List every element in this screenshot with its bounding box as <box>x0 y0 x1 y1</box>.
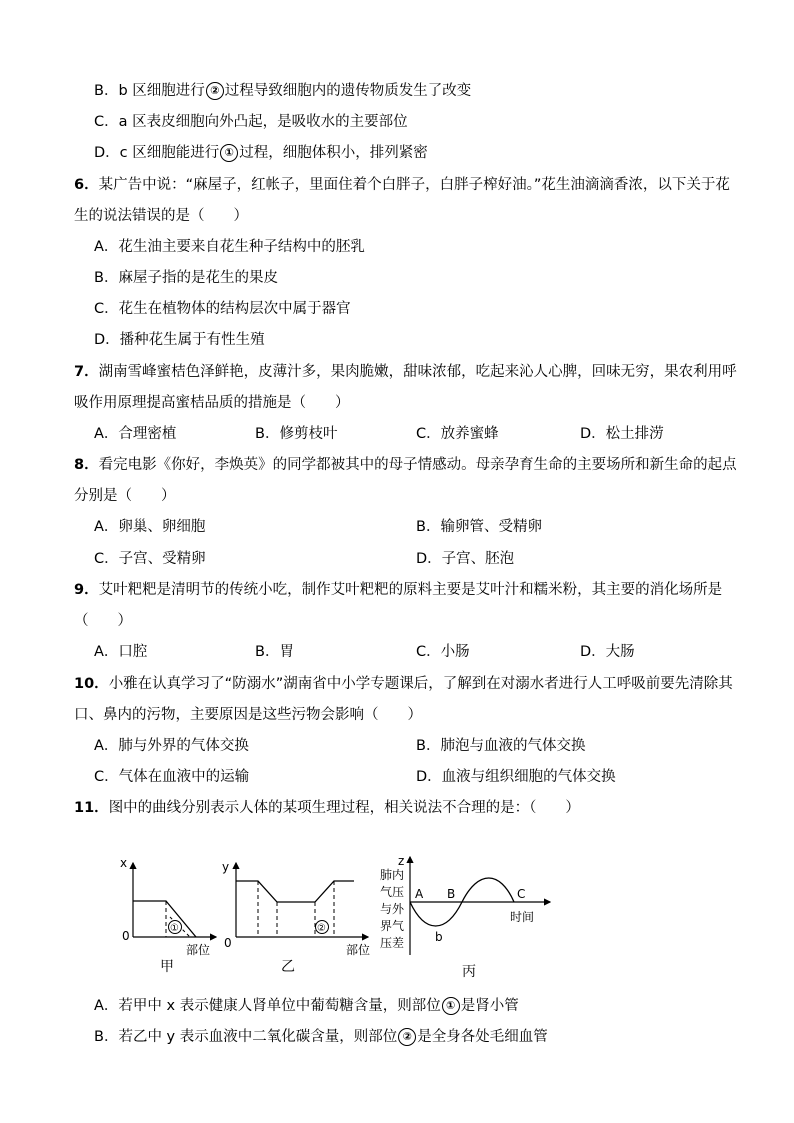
q5-option-c: C．a 区表皮细胞向外凸起，是吸收水的主要部位 <box>94 114 408 130</box>
jia-curve <box>133 901 196 937</box>
q7-option-b: B．修剪枝叶 <box>255 426 338 442</box>
q10-stem-line2: 口、鼻内的污物，主要原因是这些污物会影响（ ） <box>74 707 422 723</box>
bing-x-label: 时间 <box>510 910 535 924</box>
q6-option-d: D．播种花生属于有性生殖 <box>94 332 265 348</box>
q7-stem-line2: 吸作用原理提高蜜桔品质的措施是（ ） <box>74 395 350 411</box>
jia-origin: 0 <box>122 929 130 943</box>
question-number: 10． <box>74 676 109 692</box>
circled-number: ② <box>206 82 224 100</box>
q6-option-a: A．花生油主要来自花生种子结构中的胚乳 <box>94 239 365 255</box>
q5-option-b: B．b 区细胞进行 ② 过程导致细胞内的遗传物质发生了改变 <box>94 83 472 99</box>
jia-caption: 甲 <box>160 959 174 975</box>
q7-stem-line1: 7．湖南雪峰蜜桔色泽鲜艳，皮薄汁多，果肉脆嫩，甜味浓郁，吃起来沁人心脾，回味无穷，果农利用呼 <box>74 364 737 380</box>
q10-option-b: B．肺泡与血液的气体交换 <box>416 738 586 754</box>
q8-stem-line2: 分别是（ ） <box>74 488 176 504</box>
yi-marker: ② <box>317 923 326 934</box>
question-number: 8． <box>74 457 99 473</box>
q9-stem-line1: 9．艾叶粑粑是清明节的传统小吃，制作艾叶粑粑的原料主要是艾叶汁和糯米粉，其主要的消化场所是 <box>74 582 723 598</box>
bing-y-desc-3: 与外 <box>380 902 405 916</box>
q7-option-a: A．合理密植 <box>94 426 177 442</box>
jia-y-label: x <box>120 856 128 870</box>
q8-option-a: A．卵巢、卵细胞 <box>94 519 206 535</box>
q10-option-d: D．血液与组织细胞的气体交换 <box>416 769 616 785</box>
q9-option-b: B．胃 <box>255 644 294 660</box>
q6-stem-line2: 生的说法错误的是（ ） <box>74 208 248 224</box>
q9-option-a: A．口腔 <box>94 644 148 660</box>
question-number: 6． <box>74 177 99 193</box>
bing-y-desc-4: 界气 <box>380 919 405 933</box>
q6-stem-line1: 6．某广告中说：“麻屋子，红帐子，里面住着个白胖子，白胖子榨好油。”花生油滴滴香浓，以下关于花 <box>74 177 730 193</box>
bing-point-b: B <box>447 887 456 901</box>
circled-number: ② <box>398 1028 416 1046</box>
chart-jia <box>120 856 216 975</box>
question-number: 9． <box>74 582 99 598</box>
q11-option-a: A．若甲中 x 表示健康人肾单位中葡萄糖含量，则部位 ① 是肾小管 <box>94 998 519 1014</box>
q7-option-d: D．松土排涝 <box>580 426 664 442</box>
question-number: 11． <box>74 800 109 816</box>
q11-option-b: B．若乙中 y 表示血液中二氧化碳含量，则部位 ② 是全身各处毛细血管 <box>94 1029 548 1045</box>
bing-y-desc-5: 压差 <box>380 936 405 950</box>
q9-option-d: D．大肠 <box>580 644 635 660</box>
yi-x-label: 部位 <box>346 943 371 957</box>
q7-option-c: C．放养蜜蜂 <box>416 426 499 442</box>
chart-bing <box>380 854 550 980</box>
q11-figure <box>0 835 794 995</box>
bing-point-c: C <box>517 887 526 901</box>
q8-option-c: C．子宫、受精卵 <box>94 551 206 567</box>
q6-option-c: C．花生在植物体的结构层次中属于器官 <box>94 301 351 317</box>
circled-number: ① <box>442 997 460 1015</box>
yi-y-label: y <box>222 860 230 874</box>
q10-option-c: C．气体在血液中的运输 <box>94 769 250 785</box>
jia-x-label: 部位 <box>186 943 211 957</box>
q10-stem-line1: 10．小雅在认真学习了“防溺水”湖南省中小学专题课后，了解到在对溺水者进行人工呼吸前要先清除其 <box>74 676 733 692</box>
q5-option-d: D．c 区细胞能进行 ① 过程，细胞体积小，排列紧密 <box>94 145 428 161</box>
bing-y-desc-2: 气压 <box>380 885 405 899</box>
q10-option-a: A．肺与外界的气体交换 <box>94 738 249 754</box>
yi-caption: 乙 <box>281 959 295 975</box>
q8-option-b: B．输卵管、受精卵 <box>416 519 542 535</box>
q8-stem-line1: 8．看完电影《你好，李焕英》的同学都被其中的母子情感动。母亲孕育生命的主要场所和新生命的起点 <box>74 457 737 473</box>
bing-y-desc-1: 肺内 <box>380 868 405 882</box>
q9-option-c: C．小肠 <box>416 644 470 660</box>
q9-stem-line2: （ ） <box>74 613 132 629</box>
bing-point-a: A <box>415 887 424 901</box>
yi-curve <box>236 881 354 902</box>
q8-option-d: D．子宫、胚泡 <box>416 551 515 567</box>
jia-marker: ① <box>170 923 179 934</box>
bing-caption: 丙 <box>462 964 476 980</box>
circled-number: ① <box>220 144 238 162</box>
yi-origin: 0 <box>224 936 232 950</box>
q6-option-b: B．麻屋子指的是花生的果皮 <box>94 270 278 286</box>
bing-y-label: z <box>398 854 405 868</box>
bing-point-low: b <box>435 930 443 944</box>
chart-yi <box>222 860 370 975</box>
q11-stem-line1: 11．图中的曲线分别表示人体的某项生理过程，相关说法不合理的是：（ ） <box>74 800 580 816</box>
question-number: 7． <box>74 364 99 380</box>
